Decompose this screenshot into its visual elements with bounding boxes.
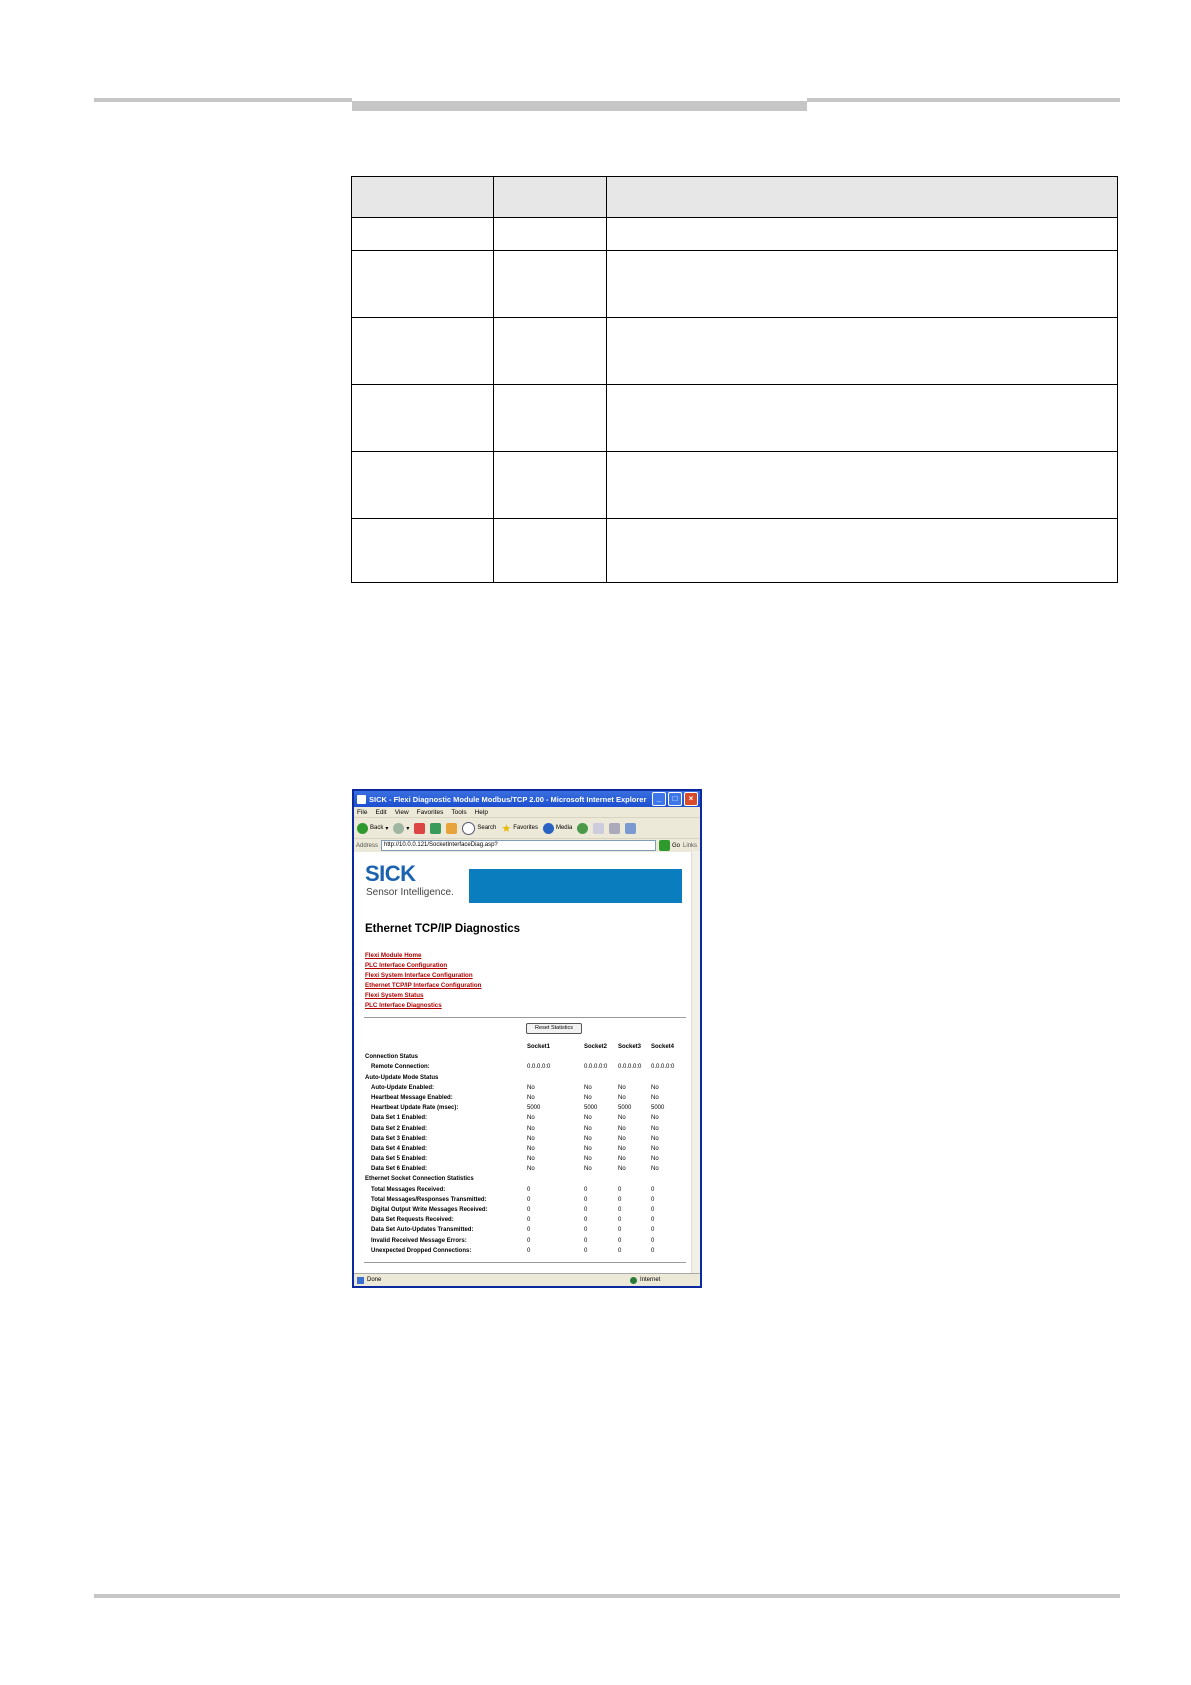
title-bar <box>354 791 700 807</box>
row-value: 5000 <box>584 1105 598 1112</box>
row-label: Total Messages Received: <box>371 1186 446 1193</box>
diagnostics-row <box>362 1073 688 1083</box>
row-value: No <box>618 1166 626 1173</box>
print-icon[interactable] <box>609 823 620 834</box>
diagnostics-row <box>362 1154 688 1164</box>
internet-zone-icon <box>630 1277 637 1284</box>
menu-favorites[interactable]: Favorites <box>416 808 444 816</box>
row-value: 0 <box>527 1227 531 1234</box>
row-value: No <box>527 1156 535 1163</box>
page-content <box>354 851 700 1274</box>
table-cell <box>352 519 494 583</box>
status-text: Done <box>367 1277 382 1283</box>
row-value <box>527 1052 584 1062</box>
table-cell <box>494 251 607 318</box>
row-value: No <box>584 1094 592 1101</box>
table-cell <box>494 385 607 452</box>
diagnostics-row <box>362 1246 688 1256</box>
row-label: Data Set 3 Enabled: <box>371 1135 428 1142</box>
row-value: 5000 <box>527 1105 541 1112</box>
row-value: 0 <box>651 1247 655 1254</box>
diagnostics-row <box>362 1225 688 1235</box>
row-value: 0 <box>527 1186 531 1193</box>
diagnostics-row <box>362 1185 688 1195</box>
row-value: No <box>527 1135 535 1142</box>
ie-icon <box>357 795 366 804</box>
row-value: No <box>527 1166 535 1173</box>
row-value: 0 <box>651 1186 655 1193</box>
diagnostics-row <box>362 1134 688 1144</box>
row-value: 0 <box>527 1207 531 1213</box>
table-cell <box>494 318 607 385</box>
menu-tools[interactable]: Tools <box>451 808 467 816</box>
diagnostics-row <box>362 1215 688 1225</box>
favorites-button[interactable]: ★ Favorites <box>501 822 538 835</box>
vertical-scrollbar[interactable] <box>691 851 700 1274</box>
row-value: 0 <box>618 1196 622 1203</box>
row-label: Unexpected Dropped Connections: <box>371 1247 472 1254</box>
row-label: Data Set 5 Enabled: <box>371 1156 428 1163</box>
row-value: No <box>584 1156 592 1163</box>
row-value: No <box>527 1125 535 1132</box>
forward-button[interactable]: ▾ <box>393 823 409 834</box>
table-cell <box>494 218 607 251</box>
row-value: 0 <box>651 1196 655 1203</box>
link-flexi-system-status[interactable]: Flexi System Status <box>365 992 424 999</box>
media-button[interactable]: Media <box>543 823 572 834</box>
row-value: No <box>651 1094 659 1101</box>
row-value <box>527 1073 584 1083</box>
row-value: 0 <box>651 1237 655 1244</box>
row-value <box>584 1073 618 1083</box>
row-value: No <box>584 1125 592 1132</box>
diagnostics-row <box>362 1205 688 1215</box>
row-value: No <box>618 1135 626 1142</box>
address-input[interactable]: http://10.0.0.121/SocketInterfaceDiag.asp? <box>381 840 656 851</box>
table-cell <box>352 251 494 318</box>
diagnostics-row <box>362 1124 688 1134</box>
row-value: No <box>527 1145 535 1152</box>
refresh-icon[interactable] <box>430 823 441 834</box>
menu-bar <box>354 807 700 817</box>
row-value: 0 <box>584 1237 588 1244</box>
media-icon <box>543 823 554 834</box>
divider <box>364 1262 686 1263</box>
row-value: No <box>618 1125 626 1132</box>
row-label: Heartbeat Message Enabled: <box>371 1094 453 1101</box>
row-value: 0 <box>584 1196 588 1203</box>
table-cell <box>352 452 494 519</box>
row-label: Auto-Update Mode Status <box>365 1074 439 1081</box>
table-cell <box>607 318 1118 385</box>
back-button[interactable]: Back ▾ <box>357 823 388 834</box>
row-value: 0 <box>651 1207 655 1213</box>
row-value: No <box>584 1145 592 1152</box>
home-icon[interactable] <box>446 823 457 834</box>
row-label: Data Set 4 Enabled: <box>371 1145 428 1152</box>
table-header-cell <box>494 177 607 218</box>
row-value: 5000 <box>618 1105 632 1112</box>
row-value: No <box>651 1115 659 1122</box>
logo-row <box>362 861 688 909</box>
diagnostics-rows <box>362 1052 688 1256</box>
diagnostics-row <box>362 1093 688 1103</box>
row-value: 0 <box>584 1217 588 1224</box>
diagnostics-row <box>362 1113 688 1123</box>
menu-file[interactable]: File <box>357 808 368 816</box>
row-value: No <box>651 1166 659 1173</box>
go-arrow-icon <box>659 840 670 851</box>
zone-text: Internet <box>640 1277 661 1283</box>
diagnostics-row <box>362 1195 688 1205</box>
row-label: Connection Status <box>365 1054 419 1061</box>
row-value: 0 <box>618 1217 622 1224</box>
close-icon[interactable]: × <box>684 792 698 806</box>
row-label: Data Set Requests Received: <box>371 1217 454 1224</box>
row-label: Ethernet Socket Connection Statistics <box>365 1176 474 1183</box>
row-value: No <box>584 1115 592 1122</box>
row-value: 0 <box>618 1227 622 1234</box>
reset-statistics-button[interactable]: Reset Statistics <box>526 1023 582 1034</box>
menu-help[interactable]: Help <box>474 808 488 816</box>
table-cell <box>607 218 1118 251</box>
forward-arrow-icon <box>393 823 404 834</box>
row-label: Heartbeat Update Rate (msec): <box>371 1105 459 1112</box>
row-value: 0 <box>651 1227 655 1234</box>
links-label[interactable]: Links <box>682 842 697 849</box>
header-rule-left <box>94 98 352 102</box>
row-value: 0 <box>584 1247 588 1254</box>
row-label: Data Set 6 Enabled: <box>371 1166 428 1173</box>
diagnostics-row <box>362 1103 688 1113</box>
row-label: Data Set 1 Enabled: <box>371 1115 428 1122</box>
history-icon[interactable] <box>577 823 588 834</box>
row-value: 0 <box>527 1217 531 1224</box>
browser-window <box>352 789 702 1288</box>
row-value: 0 <box>651 1217 655 1224</box>
row-value: 0 <box>618 1186 622 1193</box>
table-cell <box>494 519 607 583</box>
header-banner <box>469 869 682 903</box>
link-flexi-module-home[interactable]: Flexi Module Home <box>365 952 422 959</box>
row-value: 0 <box>618 1207 622 1213</box>
row-value: 0 <box>618 1247 622 1254</box>
row-value: No <box>584 1084 592 1091</box>
row-value <box>651 1174 685 1184</box>
column-header: Socket3 <box>618 1044 642 1050</box>
divider <box>364 1017 686 1018</box>
table-cell <box>607 251 1118 318</box>
row-value <box>651 1073 685 1083</box>
nav-links <box>362 951 688 1011</box>
diagnostics-row <box>362 1164 688 1174</box>
page-title: Ethernet TCP/IP Diagnostics <box>365 923 521 935</box>
link-plc-interface-diagnostics[interactable]: PLC Interface Diagnostics <box>365 1002 442 1009</box>
row-label: Invalid Received Message Errors: <box>371 1237 467 1244</box>
row-value <box>584 1052 618 1062</box>
table-cell <box>352 218 494 251</box>
row-value <box>651 1052 685 1062</box>
row-value: 5000 <box>651 1105 665 1112</box>
diagnostics-row <box>362 1062 688 1072</box>
row-label: Digital Output Write Messages Received: <box>371 1207 488 1213</box>
row-value: No <box>651 1135 659 1142</box>
row-value <box>584 1174 618 1184</box>
edit-icon[interactable] <box>625 823 636 834</box>
row-value: No <box>618 1156 626 1163</box>
row-value: No <box>651 1125 659 1132</box>
row-value: 0.0.0.0:0 <box>584 1064 608 1071</box>
sick-tagline: Sensor Intelligence. <box>366 887 454 898</box>
search-button[interactable]: Search <box>462 822 496 835</box>
row-value: No <box>527 1115 535 1122</box>
row-value: No <box>651 1084 659 1091</box>
diagnostics-row <box>362 1174 688 1184</box>
row-value: No <box>618 1145 626 1152</box>
row-value: No <box>618 1115 626 1122</box>
address-bar <box>354 838 700 852</box>
row-value: 0 <box>527 1247 531 1254</box>
table-header-cell <box>607 177 1118 218</box>
link-flexi-system-interface-configuration[interactable]: Flexi System Interface Configuration <box>365 972 473 979</box>
link-ethernet-interface-configuration[interactable]: Ethernet TCP/IP Interface Configuration <box>365 982 482 989</box>
row-label: Auto-Update Enabled: <box>371 1084 434 1091</box>
diagnostics-row <box>362 1052 688 1062</box>
diagnostics-row <box>362 1144 688 1154</box>
row-label: Total Messages/Responses Transmitted: <box>371 1196 487 1203</box>
row-label: Data Set 2 Enabled: <box>371 1125 428 1132</box>
row-value: 0 <box>618 1237 622 1244</box>
toolbar <box>354 817 700 838</box>
column-header: Socket2 <box>584 1044 608 1050</box>
row-value: No <box>651 1145 659 1152</box>
row-value: No <box>651 1156 659 1163</box>
row-value: No <box>618 1084 626 1091</box>
row-value: 0.0.0.0:0 <box>618 1064 642 1071</box>
row-value <box>618 1073 651 1083</box>
row-value: No <box>527 1094 535 1101</box>
row-value: 0 <box>527 1196 531 1203</box>
maximize-icon[interactable]: □ <box>668 792 682 806</box>
row-value <box>618 1174 651 1184</box>
row-value <box>618 1052 651 1062</box>
column-header: Socket1 <box>527 1044 551 1050</box>
row-value: No <box>584 1135 592 1142</box>
table-header-cell <box>352 177 494 218</box>
window-title: SICK - Flexi Diagnostic Module Modbus/TCP 2.00 - Microsoft Internet Explorer <box>369 794 647 804</box>
row-value: No <box>584 1166 592 1173</box>
header-tab-bar <box>352 101 807 111</box>
menu-edit[interactable]: Edit <box>375 808 387 816</box>
address-label: Address <box>356 842 379 849</box>
column-header-row <box>362 1042 688 1052</box>
table-cell <box>607 519 1118 583</box>
menu-view[interactable]: View <box>394 808 409 816</box>
sick-logo: SICK <box>365 861 416 886</box>
stop-icon[interactable] <box>414 823 425 834</box>
table-cell <box>494 452 607 519</box>
diagnostics-row <box>362 1236 688 1246</box>
table-cell <box>352 318 494 385</box>
row-value: 0 <box>584 1186 588 1193</box>
row-label: Data Set Auto-Updates Transmitted: <box>371 1227 474 1234</box>
header-rule-right <box>807 98 1120 102</box>
row-value: 0.0.0.0:0 <box>527 1064 551 1071</box>
search-icon <box>462 822 475 835</box>
row-label: Remote Connection: <box>371 1064 430 1071</box>
mail-icon[interactable] <box>593 823 604 834</box>
page-icon <box>357 1277 364 1284</box>
go-button[interactable]: Go <box>659 840 680 851</box>
table-cell <box>607 385 1118 452</box>
footer-rule <box>94 1594 1120 1598</box>
row-value: 0 <box>527 1237 531 1244</box>
back-arrow-icon <box>357 823 368 834</box>
table-cell <box>607 452 1118 519</box>
row-value <box>527 1174 584 1184</box>
link-plc-interface-configuration[interactable]: PLC Interface Configuration <box>365 962 448 969</box>
row-value: No <box>618 1094 626 1101</box>
row-value: 0.0.0.0:0 <box>651 1064 675 1071</box>
document-table <box>351 176 1118 583</box>
table-cell <box>352 385 494 452</box>
row-value: 0 <box>584 1227 588 1234</box>
column-header: Socket4 <box>651 1044 675 1050</box>
star-icon: ★ <box>501 822 512 835</box>
row-value: 0 <box>584 1207 588 1213</box>
diagnostics-grid <box>362 1042 688 1256</box>
status-bar <box>354 1273 700 1286</box>
minimize-icon[interactable]: _ <box>652 792 666 806</box>
diagnostics-row <box>362 1083 688 1093</box>
row-value: No <box>527 1084 535 1091</box>
